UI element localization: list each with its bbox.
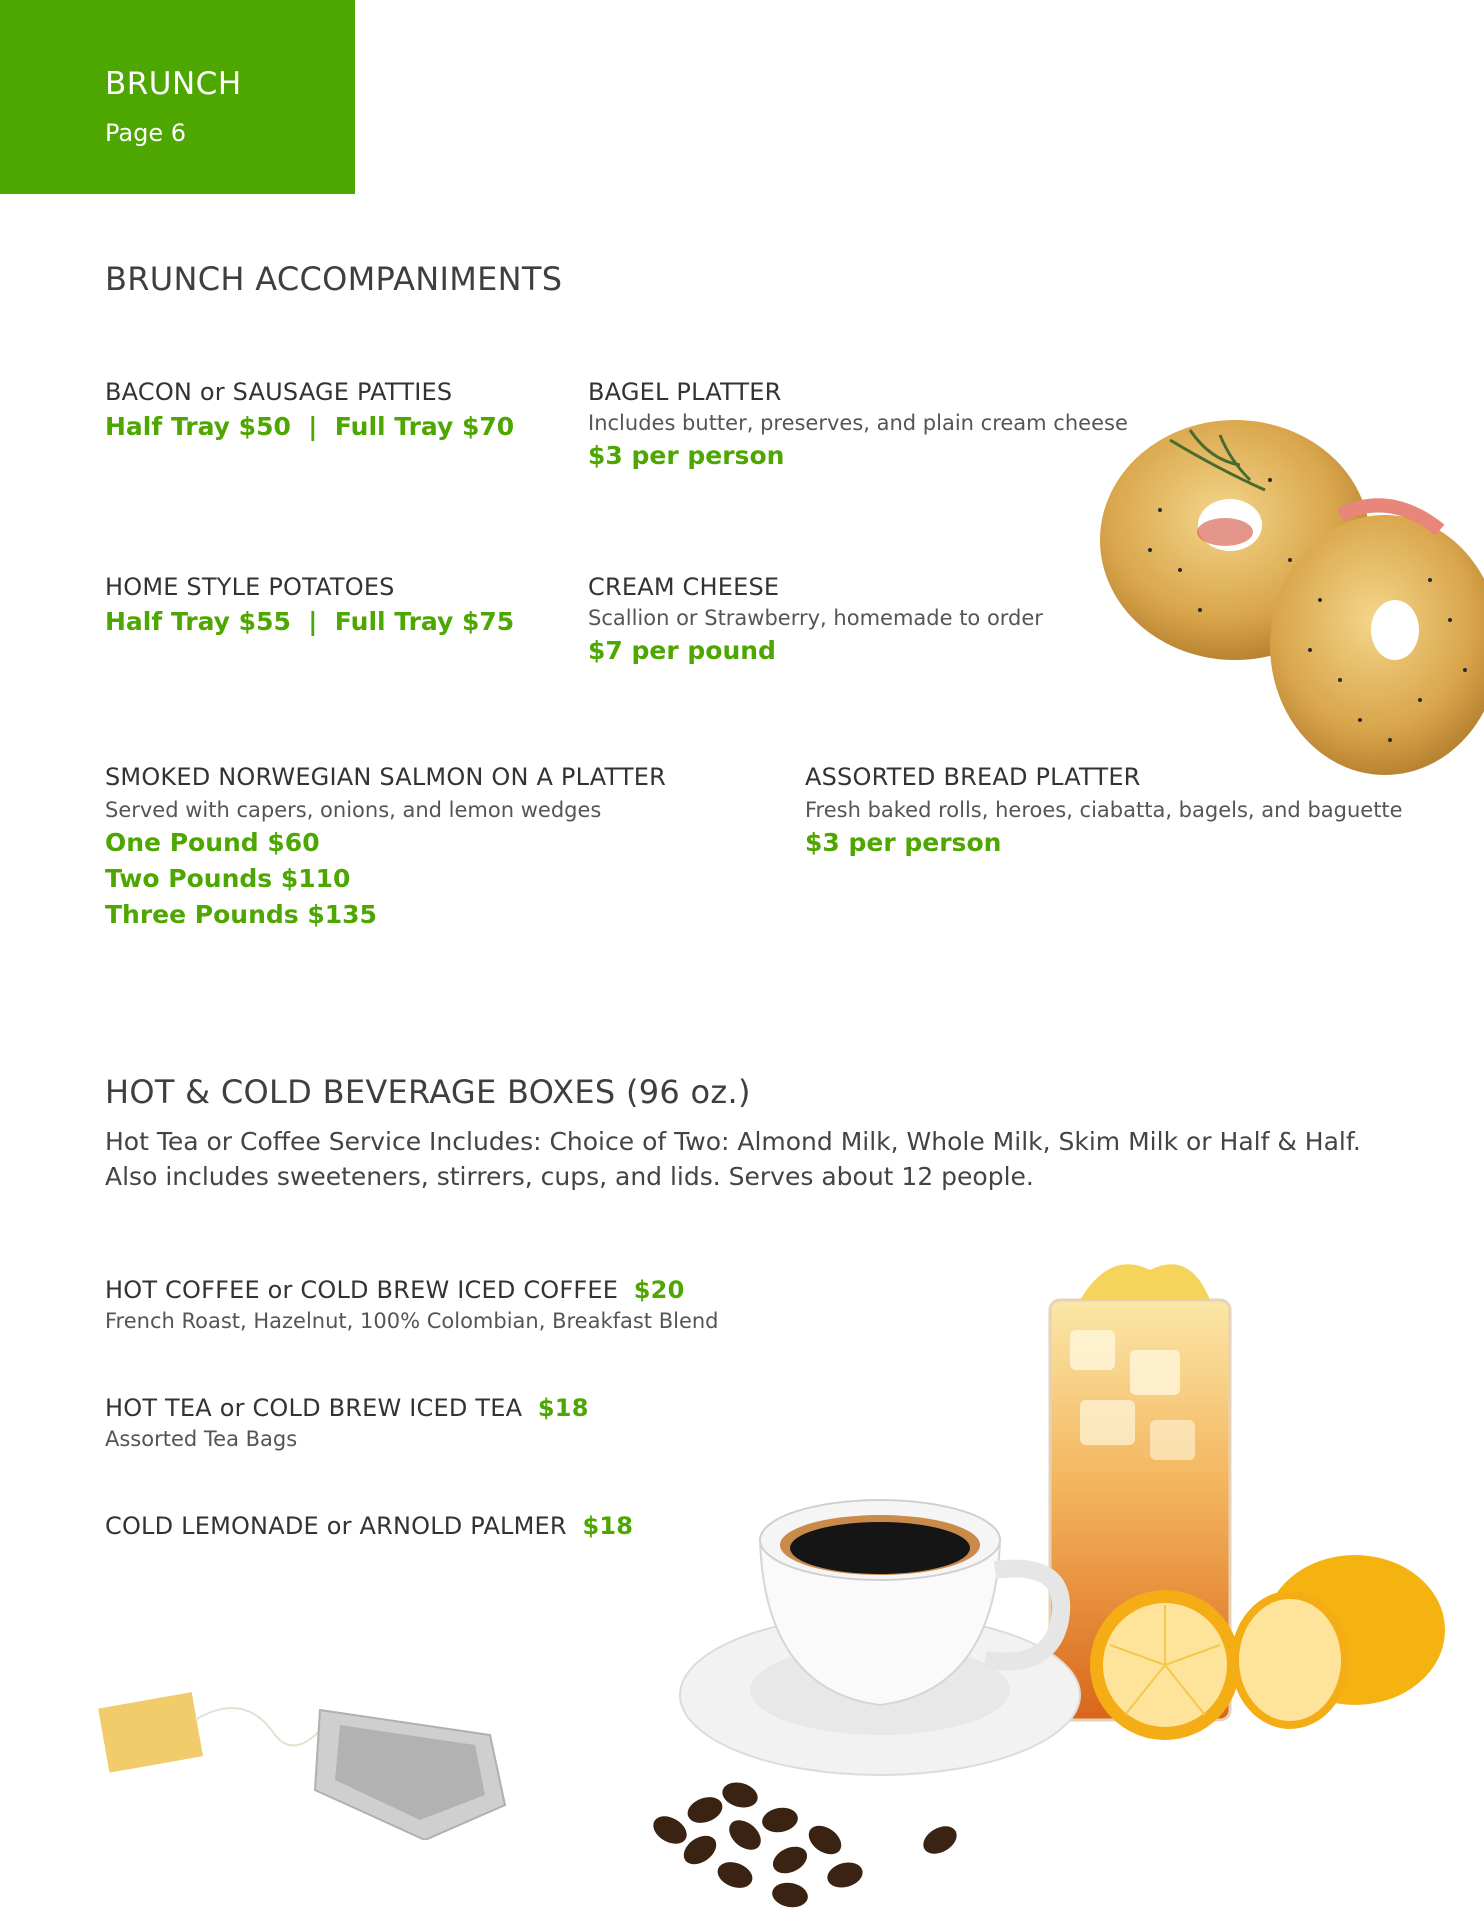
tea-item [105, 1394, 589, 1422]
bagel-title: BAGEL PLATTER [588, 378, 782, 406]
potatoes-price: Half Tray $55 | Full Tray $75 [105, 607, 515, 636]
tea-price: $18 [537, 1394, 589, 1422]
bacon-title: BACON or SAUSAGE PATTIES [105, 378, 453, 406]
coffee-price: $20 [633, 1276, 685, 1304]
potatoes-title: HOME STYLE POTATOES [105, 573, 395, 601]
cream-cheese-title: CREAM CHEESE [588, 573, 780, 601]
coffee-beans-image [640, 1770, 970, 1910]
page-number: Page 6 [105, 119, 186, 147]
bread-price: $3 per person [805, 828, 1002, 857]
bagel-desc: Includes butter, preserves, and plain cream cheese [588, 411, 1128, 435]
tea-desc: Assorted Tea Bags [105, 1427, 298, 1451]
lemons-image [1085, 1545, 1455, 1745]
coffee-cup-image [670, 1490, 1090, 1790]
cream-cheese-desc: Scallion or Strawberry, homemade to order [588, 606, 1043, 630]
coffee-item [105, 1276, 684, 1304]
bread-desc: Fresh baked rolls, heroes, ciabatta, bagels, and baguette [805, 798, 1403, 822]
header-banner [0, 0, 355, 194]
bacon-price: Half Tray $50 | Full Tray $70 [105, 412, 515, 441]
bagel-price: $3 per person [588, 441, 785, 470]
tea-bag-image [95, 1680, 515, 1840]
bread-title: ASSORTED BREAD PLATTER [805, 763, 1141, 791]
tea-title: HOT TEA or COLD BREW ICED TEA [105, 1394, 523, 1422]
salmon-price-one: One Pound $60 [105, 828, 320, 857]
cream-cheese-price: $7 per pound [588, 636, 776, 665]
lemonade-price: $18 [582, 1512, 634, 1540]
section-title-beverages: HOT & COLD BEVERAGE BOXES (96 oz.) [105, 1073, 751, 1111]
salmon-desc: Served with capers, onions, and lemon wedges [105, 798, 602, 822]
salmon-price-three: Three Pounds $135 [105, 900, 377, 929]
lemonade-title: COLD LEMONADE or ARNOLD PALMER [105, 1512, 567, 1540]
beverages-intro: Hot Tea or Coffee Service Includes: Choice of Two: Almond Milk, Whole Milk, Skim Milk or Half & Half. Also includes sweeteners, stirrers, cups, and lids. Serves about 12 people. [105, 1127, 1361, 1191]
page-category-title: BRUNCH [105, 66, 242, 102]
salmon-price-two: Two Pounds $110 [105, 864, 351, 893]
section-title-accompaniments: BRUNCH ACCOMPANIMENTS [105, 260, 563, 298]
coffee-desc: French Roast, Hazelnut, 100% Colombian, Breakfast Blend [105, 1309, 719, 1333]
lemonade-item [105, 1512, 633, 1540]
bagels-image [1090, 420, 1484, 790]
salmon-title: SMOKED NORWEGIAN SALMON ON A PLATTER [105, 763, 667, 791]
coffee-title: HOT COFFEE or COLD BREW ICED COFFEE [105, 1276, 619, 1304]
